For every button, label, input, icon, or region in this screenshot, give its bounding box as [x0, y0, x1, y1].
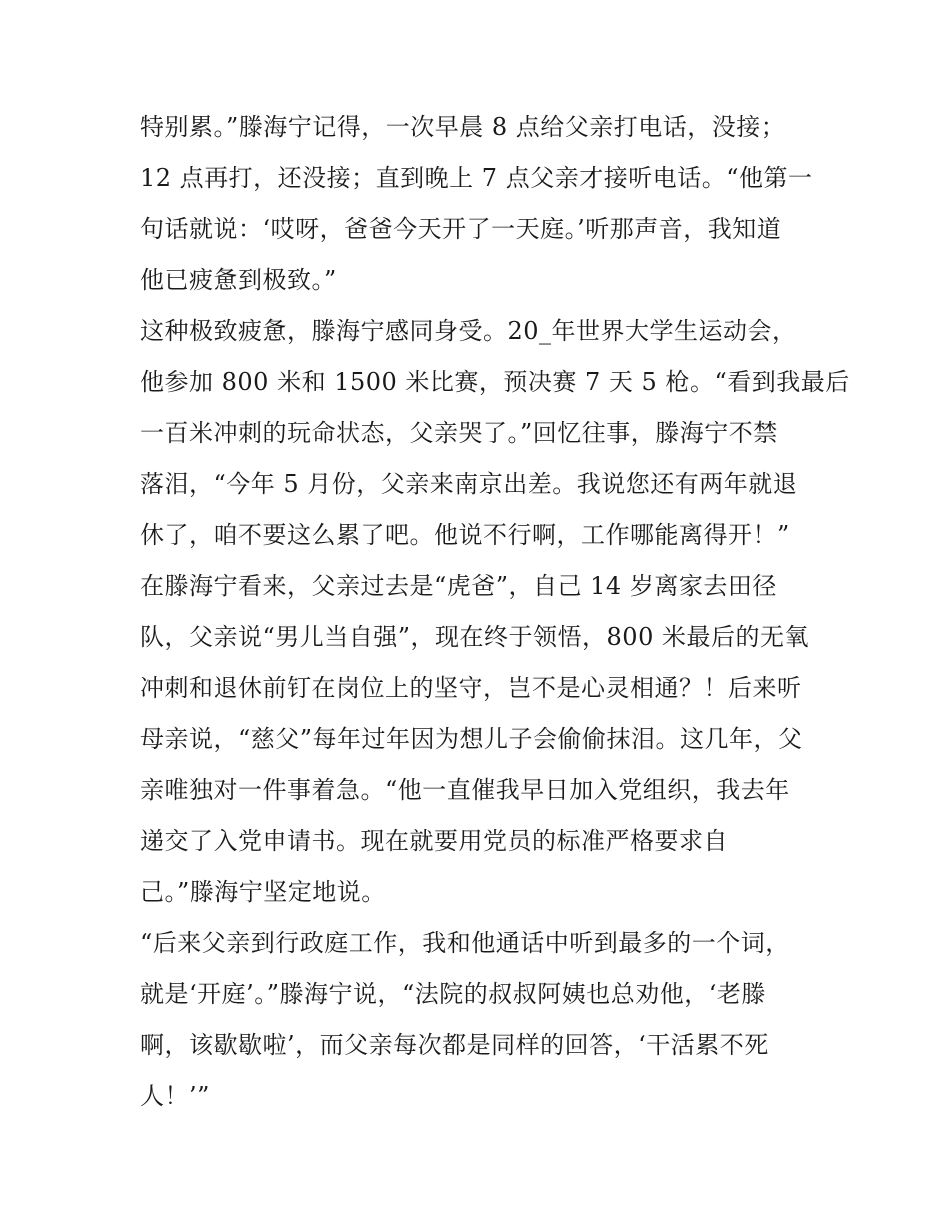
- text-line: 就是‘开庭’。”滕海宁说，“法院的叔叔阿姨也总劝他，‘老滕: [140, 980, 766, 1008]
- text-line: 在滕海宁看来，父亲过去是“虎爸”，自己 14 岁离家去田径: [140, 572, 777, 600]
- text-line: 己。”滕海宁坚定地说。: [140, 878, 386, 906]
- text-line: 啊，该歇歇啦’，而父亲每次都是同样的回答，‘干活累不死: [140, 1031, 769, 1059]
- text-line: 母亲说，“慈父”每年过年因为想儿子会偷偷抹泪。这几年，父: [140, 725, 803, 753]
- text-line: 冲刺和退休前钉在岗位上的坚守，岂不是心灵相通？！后来听: [140, 674, 802, 702]
- text-line: 落泪，“今年 5 月份，父亲来南京出差。我说您还有两年就退: [140, 470, 798, 498]
- text-line: 休了，咱不要这么累了吧。他说不行啊，工作哪能离得开！”: [140, 521, 790, 549]
- text-line: 亲唯独对一件事着急。“他一直催我早日加入党组织，我去年: [140, 776, 790, 804]
- text-line: 他参加 800 米和 1500 米比赛，预决赛 7 天 5 枪。“看到我最后: [140, 368, 850, 396]
- text-line: 人！’”: [140, 1082, 210, 1110]
- text-line: 句话就说：‘哎呀，爸爸今天开了一天庭。’听那声音，我知道: [140, 215, 782, 243]
- text-line: 特别累。”滕海宁记得，一次早晨 8 点给父亲打电话，没接；: [140, 113, 786, 141]
- text-line: 递交了入党申请书。现在就要用党员的标准严格要求自: [140, 827, 728, 855]
- article-body: [140, 102, 850, 1122]
- text-line: “后来父亲到行政庭工作，我和他通话中听到最多的一个词，: [140, 929, 790, 957]
- text-line: 他已疲惫到极致。”: [140, 266, 337, 294]
- text-line: 这种极致疲惫，滕海宁感同身受。20_年世界大学生运动会，: [140, 317, 797, 345]
- text-line: 队，父亲说“男儿当自强”，现在终于领悟，800 米最后的无氧: [140, 623, 809, 651]
- text-line: 12 点再打，还没接；直到晚上 7 点父亲才接听电话。“他第一: [140, 164, 813, 192]
- text-line: 一百米冲刺的玩命状态，父亲哭了。”回忆往事，滕海宁不禁: [140, 419, 778, 447]
